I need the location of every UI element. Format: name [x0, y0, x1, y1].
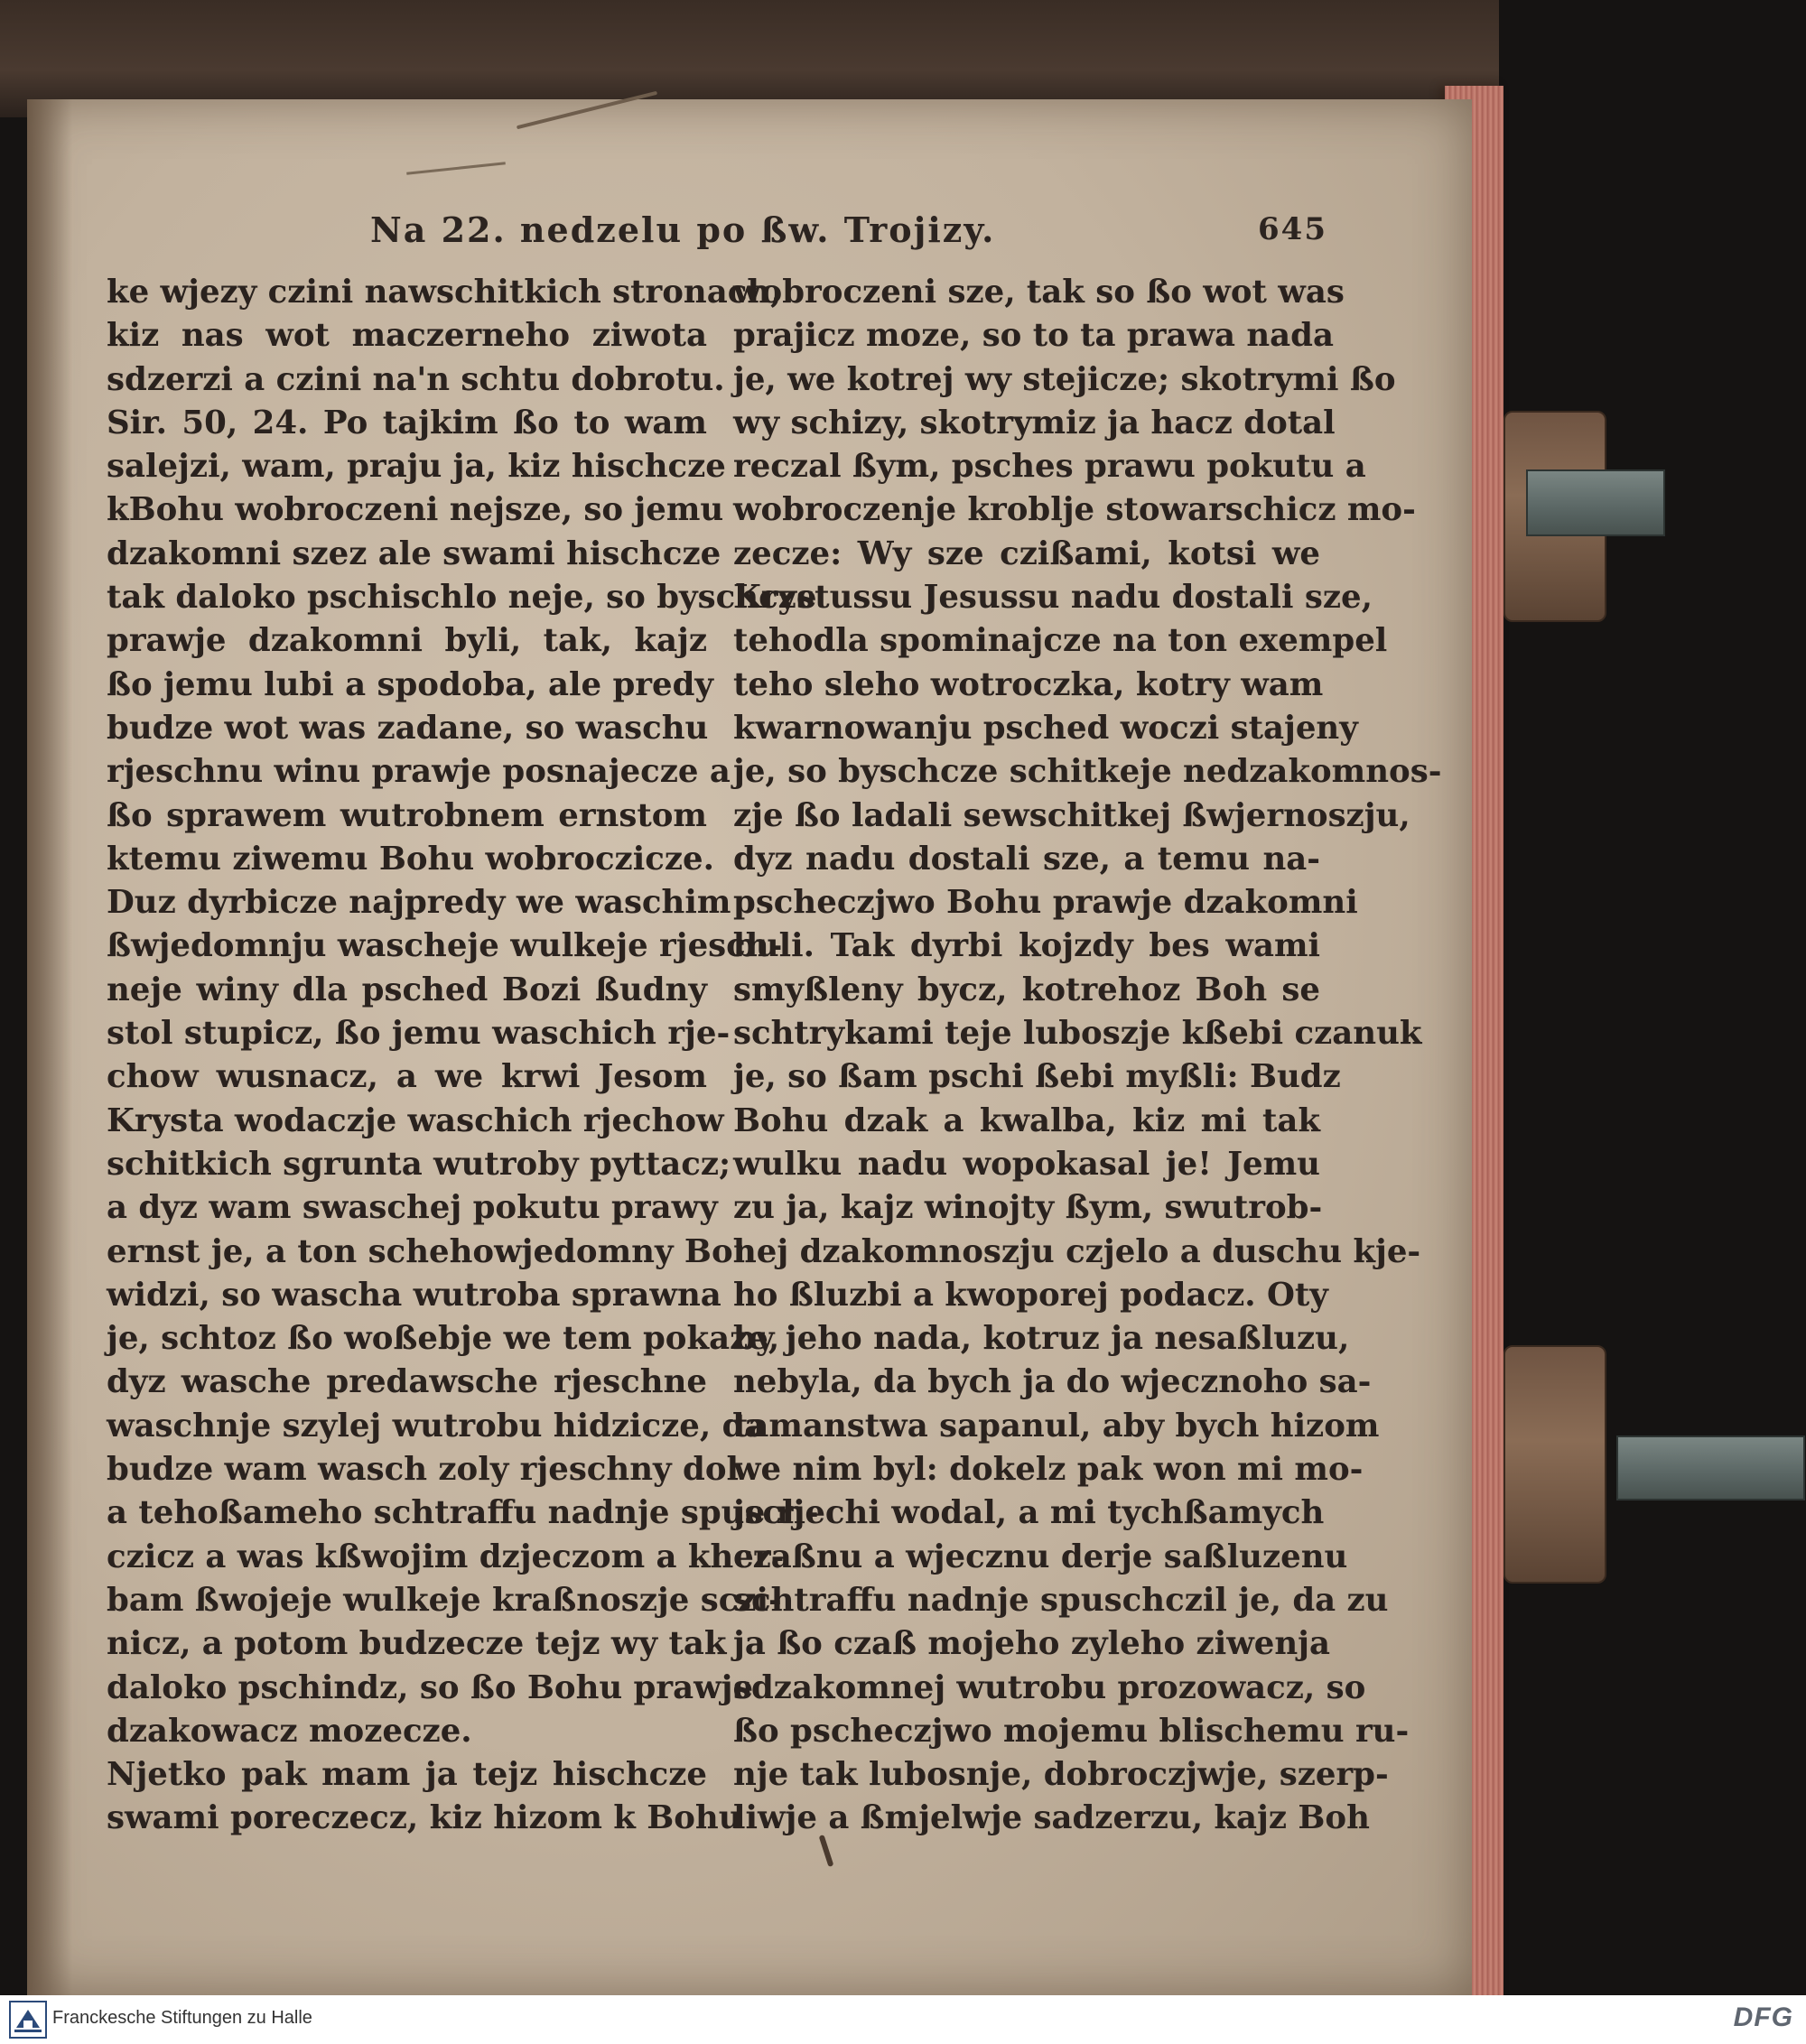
text-line: dzakomni szez ale swami hischcze	[107, 534, 721, 572]
text-line: sdzakomnej wutrobu prozowacz, so	[733, 1668, 1366, 1706]
text-line: kiz nas wot maczerneho ziwota	[107, 317, 707, 355]
text-line: nicz, a potom budzecze tejz wy tak	[107, 1625, 727, 1663]
text-line: dyz wasche predawsche rjeschne	[107, 1363, 707, 1401]
text-line: liwje a ßmjelwje sadzerzu, kajz Boh	[733, 1799, 1370, 1837]
text-line: czaßnu a wjecznu derje saßluzenu	[733, 1538, 1348, 1575]
text-line: wobroczeni sze, tak so ßo wot was	[733, 274, 1345, 311]
text-line: Duz dyrbicze najpredy we waschim	[107, 884, 731, 922]
text-line: reczal ßym, psches prawu pokutu a	[733, 448, 1366, 486]
text-line: chow wusnacz, a we krwi Jesom	[107, 1058, 707, 1096]
text-line: bam ßwojeje wulkeje kraßnoszje sczi-	[107, 1581, 782, 1619]
text-line: ktemu ziwemu Bohu wobroczicze.	[107, 840, 714, 878]
text-line: budze wam wasch zoly rjeschny dol	[107, 1451, 740, 1489]
upper-clasp-strap	[1526, 469, 1665, 536]
text-line: zje ßo ladali sewschitkej ßwjernoszju,	[733, 796, 1410, 834]
text-line: swami poreczecz, kiz hizom k Bohu	[107, 1799, 742, 1837]
text-line: ja ßo czaß mojeho zyleho ziwenja	[733, 1625, 1330, 1663]
text-line: je, so ßam pschi ßebi myßli: Budz	[733, 1058, 1341, 1096]
text-line: ernst je, a ton schehowjedomny Boh	[107, 1232, 757, 1270]
text-line: je, schtoz ßo woßebje we tem pokaze,	[107, 1320, 780, 1358]
francke-foundations-logo-icon	[9, 2001, 47, 2039]
text-line: nej dzakomnoszju czjelo a duschu kje-	[733, 1232, 1421, 1270]
text-line: schitkich sgrunta wutroby pyttacz;	[107, 1145, 731, 1183]
text-line: ßo sprawem wutrobnem ernstom	[107, 796, 707, 834]
text-line: je rjechi wodal, a mi tychßamych	[733, 1494, 1325, 1532]
text-line: pscheczjwo Bohu prawje dzakomni	[733, 884, 1358, 922]
dfg-logo: DFG	[1733, 2002, 1793, 2032]
text-line: Njetko pak mam ja tejz hischcze	[107, 1756, 707, 1794]
text-line: tamanstwa sapanul, aby bych hizom	[733, 1407, 1380, 1445]
text-line: a dyz wam swaschej pokutu prawy	[107, 1189, 718, 1227]
viewer-footer	[0, 1995, 1806, 2044]
text-line: je, we kotrej wy stejicze; skotrymi ßo	[733, 360, 1396, 398]
text-line: widzi, so wascha wutroba sprawna	[107, 1276, 721, 1314]
text-line: Krystussu Jesussu nadu dostali sze,	[733, 579, 1373, 617]
text-line: kBohu wobroczeni nejsze, so jemu	[107, 491, 724, 529]
text-line: daloko pschindz, so ßo Bohu prawje	[107, 1668, 754, 1706]
text-line: wy schizy, skotrymiz ja hacz dotal	[733, 404, 1336, 441]
text-line: czicz a was kßwojim dzjeczom a kher-	[107, 1538, 785, 1575]
text-line: wulku nadu wopokasal je! Jemu	[733, 1145, 1320, 1183]
text-line: a tehoßameho schtraffu nadnje spusch-	[107, 1494, 819, 1532]
text-line: Bohu dzak a kwalba, kiz mi tak	[733, 1101, 1320, 1139]
text-line: tak daloko pschischlo neje, so byschcze	[107, 579, 817, 617]
text-line: prajicz moze, so to ta prawa nada	[733, 317, 1335, 355]
text-line: stol stupicz, ßo jemu waschich rje-	[107, 1015, 731, 1053]
text-line: kwarnowanju psched woczi stajeny	[733, 709, 1358, 747]
text-line: ßo jemu lubi a spodoba, ale predy	[107, 665, 714, 703]
running-title: Na 22. nedzelu po ßw. Trojizy.	[370, 209, 996, 250]
text-line: prawje dzakomni byli, tak, kajz	[107, 622, 707, 660]
left-text-column	[107, 271, 819, 1841]
text-line: ßo pscheczjwo mojemu blischemu ru-	[733, 1712, 1410, 1750]
text-line: sdzerzi a czini na'n schtu dobrotu.	[107, 360, 725, 398]
text-line: tehodla spominajcze na ton exempel	[733, 622, 1388, 660]
text-line: schtraffu nadnje spuschczil je, da zu	[733, 1581, 1389, 1619]
text-line: schtrykami teje luboszje kßebi czanuk	[733, 1015, 1422, 1053]
text-line: nebyla, da bych ja do wjecznoho sa-	[733, 1363, 1372, 1401]
text-line: buli. Tak dyrbi kojzdy bes wami	[733, 927, 1320, 965]
text-line: dzakowacz mozecze.	[107, 1712, 472, 1750]
text-line: wobroczenje kroblje stowarschicz mo-	[733, 491, 1416, 529]
text-line: we nim byl: dokelz pak won mi mo-	[733, 1451, 1364, 1489]
text-line: Krysta wodaczje waschich rjechow	[107, 1101, 724, 1139]
page-number: 645	[1258, 211, 1327, 247]
institution-name: Franckesche Stiftungen zu Halle	[52, 2008, 312, 2028]
lower-clasp-strap	[1616, 1435, 1805, 1500]
running-header	[370, 209, 1327, 255]
text-line: budze wot was zadane, so waschu	[107, 709, 709, 747]
page-gutter-shadow	[27, 99, 72, 1995]
text-line: dyz nadu dostali sze, a temu na-	[733, 840, 1320, 878]
text-line: teho sleho wotroczka, kotry wam	[733, 665, 1324, 703]
text-line: by jeho nada, kotruz ja nesaßluzu,	[733, 1320, 1350, 1358]
text-line: neje winy dla psched Bozi ßudny	[107, 971, 707, 1008]
text-line: salejzi, wam, praju ja, kiz hischcze	[107, 448, 726, 486]
text-line: ke wjezy czini nawschitkich stronach,	[107, 274, 782, 311]
text-line: je, so byschcze schitkeje nedzakomnos-	[733, 753, 1442, 791]
text-line: smyßleny bycz, kotrehoz Boh se	[733, 971, 1320, 1008]
lower-clasp	[1503, 1345, 1606, 1584]
text-line: zecze: Wy sze czißami, kotsi we	[733, 534, 1320, 572]
text-line: nje tak lubosnje, dobroczjwje, szerp-	[733, 1756, 1389, 1794]
text-line: waschnje szylej wutrobu hidzicze, da	[107, 1407, 766, 1445]
right-text-column	[733, 271, 1442, 1841]
text-line: ho ßluzbi a kwoporej podacz. Oty	[733, 1276, 1328, 1314]
text-line: zu ja, kajz winojty ßym, swutrob-	[733, 1189, 1323, 1227]
text-line: ßwjedomnju wascheje wulkeje rjesch-	[107, 927, 783, 965]
text-line: Sir. 50, 24. Po tajkim ßo to wam	[107, 404, 707, 441]
text-line: rjeschnu winu prawje posnajecze a	[107, 753, 731, 791]
